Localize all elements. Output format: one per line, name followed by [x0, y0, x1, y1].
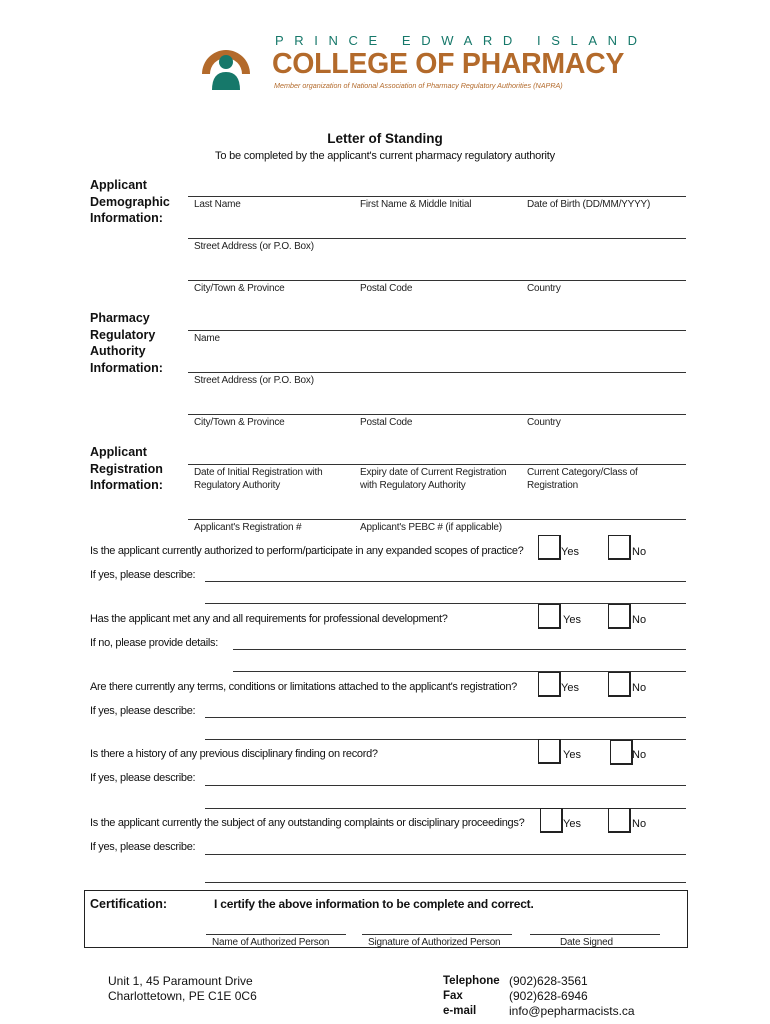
applicant-street-field[interactable]: Street Address (or P.O. Box) [194, 241, 314, 252]
section-heading-line: Registration [90, 461, 163, 476]
telephone-label: Telephone [443, 975, 500, 987]
expanded-scope-no-checkbox[interactable] [608, 535, 631, 560]
field-line [188, 196, 686, 197]
date-of-birth-field[interactable]: Date of Birth (DD/MM/YYYY) [527, 199, 651, 210]
yes-option-label: Yes [563, 818, 581, 830]
section-heading-line: Regulatory [90, 327, 156, 342]
field-line [188, 280, 686, 281]
section-heading-line: Authority [90, 344, 146, 358]
field-label-line: Current Category/Class of [527, 467, 638, 478]
no-option-label: No [632, 546, 647, 558]
authority-country-field[interactable]: Country [527, 417, 561, 428]
certification-label: Certification: [90, 897, 168, 911]
question-terms-conditions: Are there currently any terms, conditions or limitations attached to the applicant's registration? [90, 681, 517, 693]
section-heading-line: Applicant [90, 445, 147, 459]
registration-category-field[interactable] [527, 466, 638, 492]
field-line [188, 414, 686, 415]
outstanding-complaints-description-line[interactable] [205, 854, 686, 855]
registration-number-field[interactable]: Applicant's Registration # [194, 522, 302, 533]
authorized-name-label: Name of Authorized Person [212, 937, 330, 948]
page-title: Letter of Standing [327, 131, 443, 146]
field-label-line: with Regulatory Authority [360, 480, 466, 491]
yes-option-label: Yes [563, 749, 581, 761]
first-name-field[interactable]: First Name & Middle Initial [360, 199, 472, 210]
outstanding-complaints-no-checkbox[interactable] [608, 808, 631, 833]
expanded-scope-description-line[interactable] [205, 581, 686, 582]
footer-contact-values [509, 974, 635, 1019]
professional-development-details-line[interactable] [233, 649, 686, 650]
telephone-number: (902)628-3561 [509, 974, 588, 988]
email-label: e-mail [443, 1005, 477, 1017]
question-professional-development: Has the applicant met any and all requirements for professional development? [90, 613, 448, 625]
followup-label: If yes, please describe: [90, 569, 196, 581]
applicant-country-field[interactable]: Country [527, 283, 561, 294]
address-line: Charlottetown, PE C1E 0C6 [108, 989, 257, 1003]
professional-development-yes-checkbox[interactable] [538, 604, 561, 629]
disciplinary-history-yes-checkbox[interactable] [538, 739, 561, 764]
question-expanded-scope: Is the applicant currently authorized to perform/participate in any expanded scopes of practice? [90, 545, 524, 557]
email-address[interactable]: info@pepharmacists.ca [509, 1004, 635, 1018]
signature-line[interactable] [362, 934, 512, 935]
authority-name-field[interactable]: Name [194, 333, 220, 344]
page-subtitle: To be completed by the applicant's current pharmacy regulatory authority [215, 150, 555, 162]
pebc-number-field[interactable]: Applicant's PEBC # (if applicable) [360, 522, 502, 533]
outstanding-complaints-yes-checkbox[interactable] [540, 808, 563, 833]
logo-tagline: Member organization of National Association of Pharmacy Regulatory Authorities (NAPRA) [274, 81, 563, 90]
applicant-postal-field[interactable]: Postal Code [360, 283, 413, 294]
section-heading-line: Information: [90, 360, 163, 375]
authority-postal-field[interactable]: Postal Code [360, 417, 413, 428]
yes-option-label: Yes [563, 614, 581, 626]
section-heading-line: Applicant [90, 178, 147, 192]
logo-college-name: COLLEGE OF PHARMACY [272, 48, 625, 80]
date-signed-label: Date Signed [560, 937, 613, 948]
section-heading-line: Information: [90, 478, 163, 492]
followup-label: If no, please provide details: [90, 637, 218, 649]
last-name-field[interactable]: Last Name [194, 199, 241, 210]
section-heading-line: Demographic [90, 194, 170, 209]
field-line [188, 330, 686, 331]
field-line [188, 464, 686, 465]
no-option-label: No [632, 818, 647, 830]
section-heading-line: Pharmacy [90, 311, 150, 325]
college-logo-emblem [198, 34, 254, 90]
section-applicant-demographic [90, 177, 180, 227]
section-applicant-registration [90, 444, 180, 494]
logo-province-text: PRINCE EDWARD ISLAND [275, 33, 648, 48]
professional-development-no-checkbox[interactable] [608, 604, 631, 629]
field-line [188, 519, 686, 520]
initial-registration-date-field[interactable] [194, 466, 322, 492]
authority-city-field[interactable]: City/Town & Province [194, 417, 285, 428]
signature-label: Signature of Authorized Person [368, 937, 501, 948]
authorized-name-line[interactable] [206, 934, 346, 935]
terms-conditions-description-line[interactable] [205, 717, 686, 718]
question-outstanding-complaints: Is the applicant currently the subject of any outstanding complaints or disciplinary proceedings? [90, 817, 525, 829]
section-heading-line: Information: [90, 211, 163, 225]
footer-contact-labels [443, 974, 500, 1019]
certification-statement: I certify the above information to be complete and correct. [214, 897, 534, 911]
terms-conditions-yes-checkbox[interactable] [538, 672, 561, 697]
expanded-scope-yes-checkbox[interactable] [538, 535, 561, 560]
followup-label: If yes, please describe: [90, 841, 196, 853]
yes-option-label: Yes [561, 682, 579, 694]
no-option-label: No [632, 749, 647, 761]
field-label-line: Expiry date of Current Registration [360, 467, 507, 478]
section-pharmacy-authority [90, 310, 180, 376]
fax-label: Fax [443, 990, 463, 1002]
date-signed-line[interactable] [530, 934, 660, 935]
field-label-line: Regulatory Authority [194, 480, 281, 491]
footer-address [108, 974, 257, 1004]
disciplinary-history-description-line[interactable] [205, 785, 686, 786]
followup-label: If yes, please describe: [90, 705, 196, 717]
applicant-city-field[interactable]: City/Town & Province [194, 283, 285, 294]
field-label-line: Date of Initial Registration with [194, 467, 323, 478]
no-option-label: No [632, 682, 647, 694]
outstanding-complaints-description-line[interactable] [205, 882, 686, 883]
question-disciplinary-history: Is there a history of any previous disciplinary finding on record? [90, 748, 378, 760]
disciplinary-history-no-checkbox[interactable] [610, 740, 633, 765]
fax-number: (902)628-6946 [509, 989, 588, 1003]
field-line [188, 372, 686, 373]
no-option-label: No [632, 614, 647, 626]
authority-street-field[interactable]: Street Address (or P.O. Box) [194, 375, 314, 386]
followup-label: If yes, please describe: [90, 772, 196, 784]
yes-option-label: Yes [561, 546, 579, 558]
field-line [188, 238, 686, 239]
terms-conditions-no-checkbox[interactable] [608, 672, 631, 697]
address-line: Unit 1, 45 Paramount Drive [108, 974, 253, 988]
registration-expiry-field[interactable] [360, 466, 506, 492]
field-label-line: Registration [527, 480, 578, 491]
